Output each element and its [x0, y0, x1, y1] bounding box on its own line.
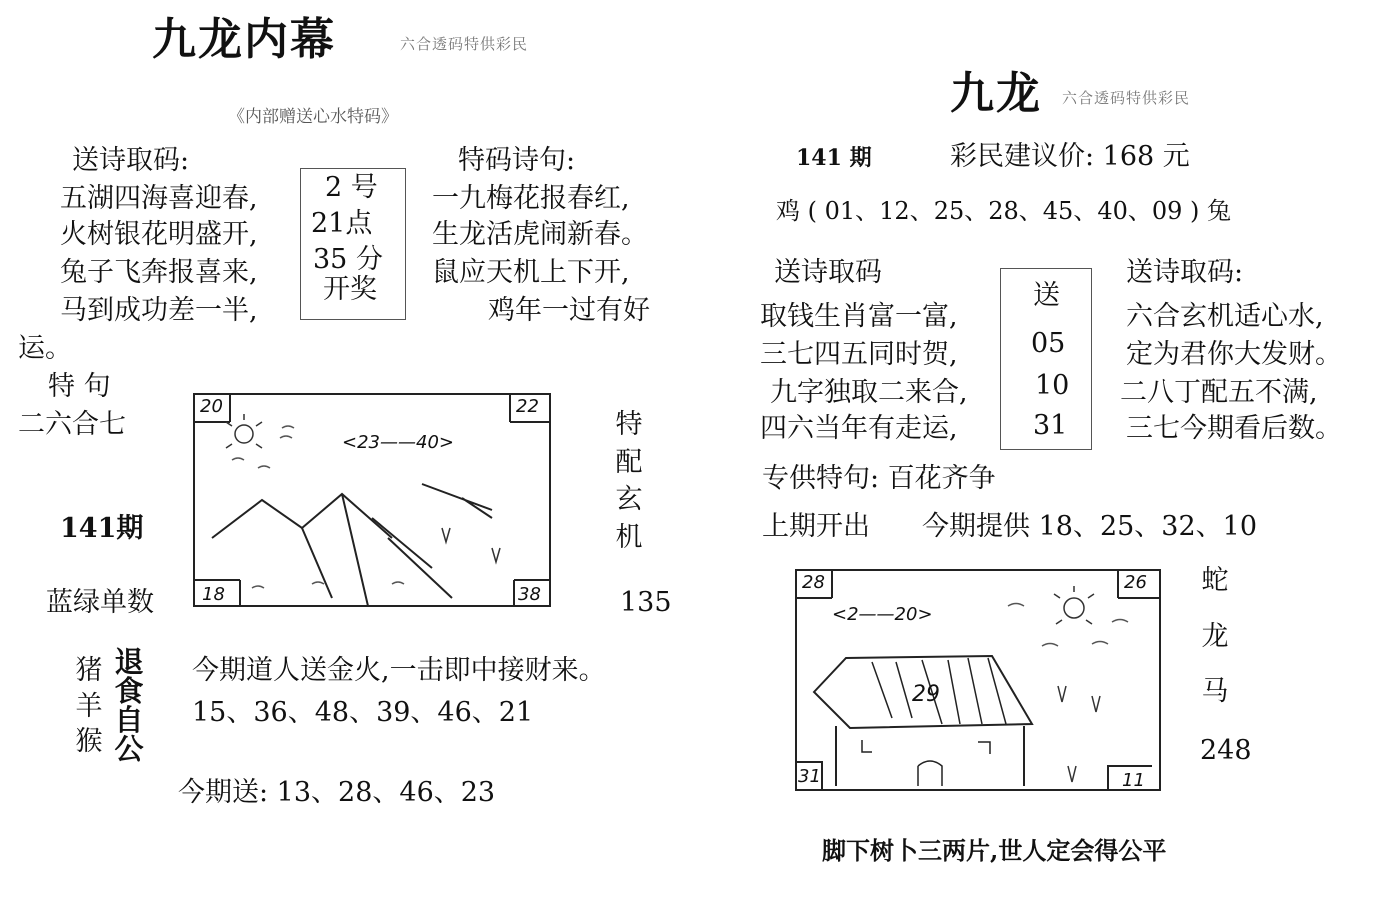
- right-poem-left-line: 四六当年有走运,: [760, 413, 958, 444]
- right-chicken-line: 鸡 ( 01、12、25、28、45、40、09 ) 兔: [776, 197, 1232, 225]
- left-numbers-line: 15、36、48、39、46、21: [192, 697, 534, 728]
- right-footer: 脚下树卜三两片,世人定会得公平: [822, 836, 1167, 865]
- left-sketch-drawing: [192, 388, 554, 610]
- right-vertical-char: 马: [1201, 676, 1229, 708]
- left-retire-char: 自: [114, 703, 144, 737]
- right-send-box-line: 31: [1033, 410, 1068, 441]
- left-sketch-br: 38: [518, 584, 541, 605]
- right-price: 彩民建议价: 168 元: [950, 141, 1190, 172]
- left-poem-right-line: 鸡年一过有好: [488, 295, 650, 326]
- left-animal: 猪: [75, 655, 103, 686]
- left-send-line: 今期送: 13、28、46、23: [178, 777, 496, 808]
- left-poem-right-line: 一九梅花报春红,: [432, 183, 630, 214]
- left-vertical-number: 135: [620, 587, 672, 618]
- left-retire-char: 退: [114, 645, 144, 679]
- left-sketch: [192, 388, 554, 610]
- left-sketch-bl: 18: [202, 584, 225, 605]
- left-poem-left-line: 兔子飞奔报喜来,: [60, 257, 258, 288]
- right-sketch-tl: 28: [802, 572, 825, 593]
- left-sketch-range: <23——40>: [342, 432, 454, 453]
- right-provide-line: 今期提供 18、25、32、10: [922, 511, 1258, 542]
- left-box-line: 开奖: [323, 274, 377, 305]
- left-sketch-tr: 22: [516, 396, 539, 417]
- right-sketch-tr: 26: [1124, 572, 1147, 593]
- right-poem-right-line: 二八丁配五不满,: [1120, 377, 1318, 408]
- left-subtitle: 六合透码特供彩民: [400, 35, 529, 53]
- right-sketch-roof-number: 29: [912, 682, 940, 707]
- left-sketch-tl: 20: [200, 396, 223, 417]
- right-sketch-range: <2——20>: [832, 604, 933, 625]
- right-vertical-label: [1198, 566, 1232, 707]
- left-vertical-char: 特: [615, 409, 643, 440]
- left-poem-right-line: 鼠应天机上下开,: [432, 257, 630, 288]
- left-vertical-label: [612, 410, 646, 553]
- right-title: 九龙: [950, 68, 1042, 119]
- right-poem-left-line: 三七四五同时贺,: [760, 339, 958, 370]
- left-animals: [72, 656, 106, 757]
- left-title: 九龙内幕: [152, 14, 336, 65]
- right-send-box-line: 05: [1031, 328, 1066, 359]
- left-box-line: 21点: [311, 208, 373, 239]
- right-poem-left-line: 取钱生肖富一富,: [760, 301, 958, 332]
- right-sketch-bl: 31: [798, 766, 821, 787]
- left-special-label: 特 句: [48, 371, 111, 402]
- right-send-box-line: 送: [1033, 280, 1060, 311]
- left-retire-char: 公: [114, 732, 144, 766]
- left-vertical-char: 机: [615, 522, 643, 554]
- right-vertical-number: 248: [1200, 735, 1252, 766]
- left-poem-right-tail: 运。: [18, 333, 72, 364]
- left-vertical-char: 配: [615, 446, 643, 478]
- right-poem-right-line: 定为君你大发财。: [1126, 339, 1342, 370]
- left-issue: 141期: [60, 513, 144, 544]
- right-send-box: [1000, 268, 1092, 450]
- right-sketch: [792, 566, 1164, 794]
- left-box-line: 2 号: [325, 172, 378, 203]
- left-vertical-char: 玄: [615, 484, 643, 516]
- right-sketch-drawing: [792, 566, 1164, 794]
- right-vertical-char: 龙: [1201, 620, 1229, 652]
- left-draw-time-box: [300, 168, 406, 320]
- right-issue: 141 期: [796, 145, 872, 171]
- left-poem-left-line: 五湖四海喜迎春,: [60, 183, 258, 214]
- left-poem-left-line: 火树银花明盛开,: [60, 219, 258, 250]
- right-sketch-br: 11: [1122, 770, 1145, 791]
- right-vertical-char: 蛇: [1201, 565, 1229, 596]
- right-send-box-line: 10: [1035, 370, 1070, 401]
- left-poem-left-line: 马到成功差一半,: [60, 295, 258, 326]
- left-retire-char: 食: [114, 674, 144, 708]
- left-box-line: 35 分: [313, 244, 383, 275]
- right-special-line: 专供特句: 百花齐争: [762, 463, 996, 494]
- right-subtitle: 六合透码特供彩民: [1062, 89, 1191, 107]
- left-daoren-line: 今期道人送金火,一击即中接财来。: [192, 655, 606, 686]
- right-last-issue: 上期开出: [762, 511, 870, 542]
- right-poem-right-line: 六合玄机适心水,: [1126, 301, 1324, 332]
- left-special-value: 二六合七: [18, 409, 126, 440]
- right-poem-left-header: 送诗取码: [774, 257, 882, 288]
- left-retire-block: [112, 645, 146, 766]
- left-poem-right-header: 特码诗句:: [458, 145, 576, 176]
- right-poem-right-header: 送诗取码:: [1126, 257, 1244, 288]
- left-animal: 猴: [75, 726, 103, 758]
- right-poem-left-line: 九字独取二来合,: [770, 377, 968, 408]
- left-poem-left-header: 送诗取码:: [72, 145, 190, 176]
- right-poem-right-line: 三七今期看后数。: [1126, 413, 1342, 444]
- left-color-label: 蓝绿单数: [46, 587, 154, 618]
- left-poem-right-line: 生龙活虎闹新春。: [432, 219, 648, 250]
- left-inner-title: 《内部赠送心水特码》: [228, 107, 398, 127]
- left-animal: 羊: [75, 690, 103, 722]
